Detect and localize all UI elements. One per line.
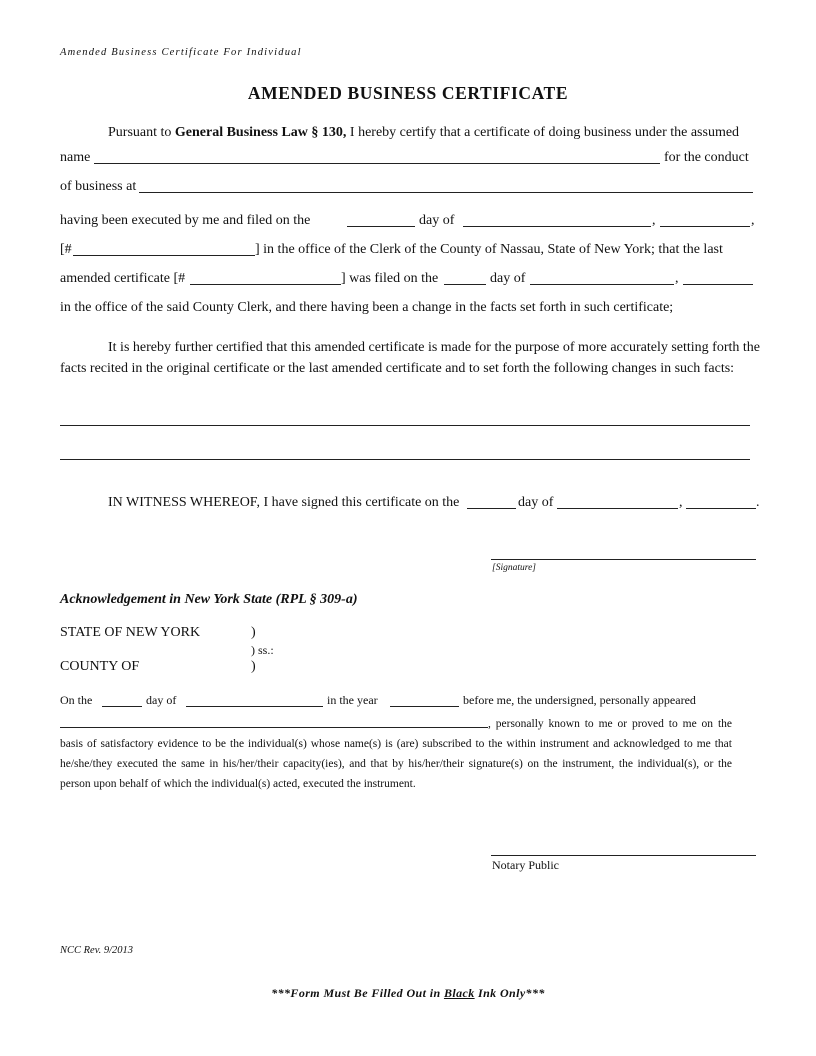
business-address-field[interactable] <box>139 192 753 193</box>
amended-month-field[interactable] <box>530 284 674 285</box>
signature-label: [Signature] <box>492 563 536 573</box>
law-reference: General Business Law § 130, <box>174 125 347 140</box>
assumed-name-field[interactable] <box>94 163 660 164</box>
notary-signature-line[interactable] <box>491 855 756 856</box>
ack-month-field[interactable] <box>186 706 323 707</box>
revision-label: NCC Rev. 9/2013 <box>60 945 134 956</box>
name-label: name <box>60 150 91 165</box>
in-the-year-label: in the year <box>327 693 378 707</box>
filed-year-field[interactable] <box>660 226 750 227</box>
form-header: Amended Business Certificate For Individual <box>60 47 302 58</box>
hash-open: [# <box>60 242 72 257</box>
filed-on-label: ] was filed on the <box>341 271 439 286</box>
comma: , <box>751 213 755 228</box>
witness-day-field[interactable] <box>467 508 516 509</box>
conduct-label: for the conduct <box>664 150 749 165</box>
business-at-label: of business at <box>60 179 137 194</box>
changes-line-1[interactable] <box>60 425 750 426</box>
comma: , <box>679 495 683 510</box>
signature-line[interactable] <box>491 559 756 560</box>
clerk-text: ] in the office of the Clerk of the County of Nassau, State of New York; that the last <box>255 242 723 257</box>
amended-label: amended certificate [# <box>60 271 186 286</box>
ack-year-field[interactable] <box>390 706 459 707</box>
filed-day-field[interactable] <box>347 226 415 227</box>
ack-day-of: day of <box>146 693 177 707</box>
county-clerk-text: in the office of the said County Clerk, and there having been a change in the facts set forth in such certificate; <box>60 300 674 315</box>
witness-day-of: day of <box>518 495 554 510</box>
changes-paragraph: It is hereby further certified that this amended certificate is made for the purpose of more accurately setting forth the facts recited in the original certificate or the last amended certificate and to set forth the following changes in such facts: <box>60 340 760 376</box>
footer-note: ***Form Must Be Filled Out in Black Ink Only*** <box>271 986 545 1000</box>
original-certificate-number-field[interactable] <box>73 255 255 256</box>
comma: , <box>675 271 679 286</box>
witness-month-field[interactable] <box>557 508 678 509</box>
amended-day-field[interactable] <box>444 284 486 285</box>
acknowledgement-heading: Acknowledgement in New York State (RPL § 309-a) <box>60 592 358 607</box>
comma: , <box>652 213 656 228</box>
filed-month-field[interactable] <box>463 226 651 227</box>
state-label: STATE OF NEW YORK <box>60 625 201 640</box>
ss-label: ) ss.: <box>251 643 274 657</box>
on-the-label: On the <box>60 693 93 707</box>
ack-day-field[interactable] <box>102 706 142 707</box>
witness-text: IN WITNESS WHEREOF, I have signed this certificate on the <box>108 495 460 510</box>
executed-label: having been executed by me and filed on the <box>60 213 311 228</box>
day-of-label: day of <box>419 213 455 228</box>
amended-year-field[interactable] <box>683 284 753 285</box>
before-me-label: before me, the undersigned, personally appeared <box>463 693 696 707</box>
county-label: COUNTY OF <box>60 659 140 674</box>
changes-line-2[interactable] <box>60 459 750 460</box>
black-ink-word: Black <box>443 986 475 1000</box>
paren: ) <box>251 659 256 674</box>
period: . <box>756 495 760 510</box>
para1-line1: Pursuant to General Business Law § 130, I hereby certify that a certificate of doing business under the assumed <box>108 125 740 140</box>
last-amended-number-field[interactable] <box>190 284 341 285</box>
notary-label: Notary Public <box>492 858 559 872</box>
acknowledgement-paragraph: , personally known to me or proved to me on the basis of satisfactory evidence to be the individual(s) whose name(s) is (are) subscribed to the within instrument and acknowledged to me that he/she/they executed the same in his/her/their capacity(ies), and that by his/her/their signature(s) on the instrument, the individual(s), or the person upon behalf of which the individual(s) acted, executed the instrument. <box>60 718 732 790</box>
day-of-label: day of <box>490 271 526 286</box>
page-title: AMENDED BUSINESS CERTIFICATE <box>247 83 569 103</box>
witness-year-field[interactable] <box>686 508 756 509</box>
paren: ) <box>251 625 256 640</box>
